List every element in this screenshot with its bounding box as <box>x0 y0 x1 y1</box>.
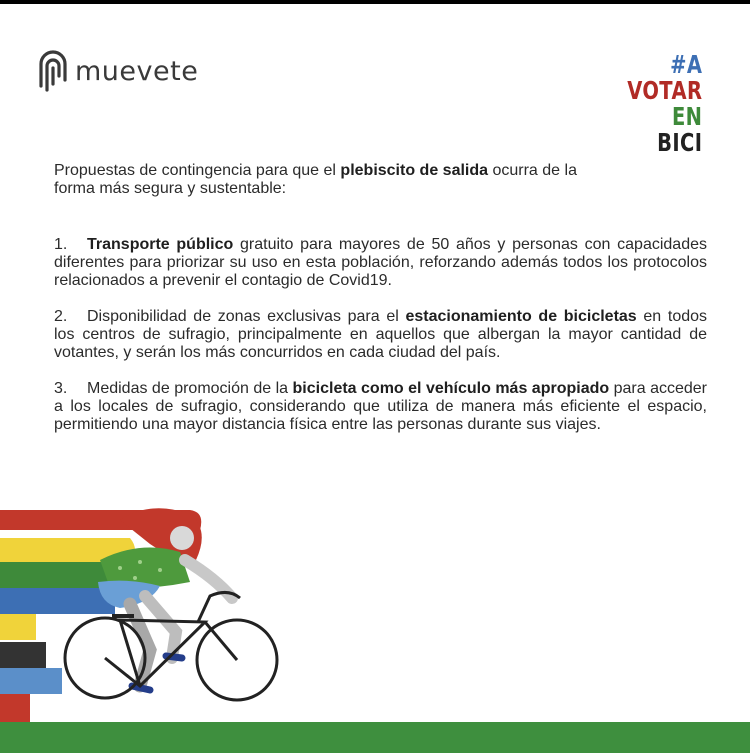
list-item: 2. Disponibilidad de zonas exclusivas para el estacionamiento de bicicletas en todos los centros de sufragio, principalmente en aquellos que albergan la mayor cantidad de votantes, y serán los más concurridos en cada ciudad del país. <box>54 308 708 361</box>
hashtag-line-2: VOTAR <box>626 76 702 105</box>
proposal-list <box>54 236 707 452</box>
hashtag-votar-en-bici <box>627 52 702 156</box>
hashtag-line-3: EN <box>671 102 702 131</box>
brand-logo <box>37 48 198 94</box>
list-item: 3. Medidas de promoción de la bicicleta como el vehículo más apropiado para acceder a los locales de sufragio, considerando que utiliza de manera más eficiente el espacio, permitiendo una mayor distancia física entre las personas durante sus viajes. <box>54 380 708 433</box>
hashtag-line-4: BICI <box>656 128 702 157</box>
item-highlight: bicicleta como el vehículo más apropiado <box>292 380 610 397</box>
item-number: 2. <box>54 308 68 325</box>
muevete-mark-icon <box>37 48 69 94</box>
item-highlight: estacionamiento de bicicletas <box>405 308 637 325</box>
top-border <box>0 0 750 4</box>
cyclist-illustration <box>0 500 300 725</box>
ground-strip <box>0 722 750 753</box>
item-number: 3. <box>54 380 68 397</box>
brand-name: muevete <box>75 55 199 87</box>
item-highlight: Transporte público <box>87 236 234 253</box>
hashtag-line-1: #A <box>669 50 702 79</box>
list-item: 1. Transporte público gratuito para mayores de 50 años y personas con capacidades diferentes para priorizar su uso en esta población, reforzando además todos los protocolos relacionados a prevenir el contagio de Covid19. <box>54 236 707 289</box>
intro-highlight: plebiscito de salida <box>340 162 489 179</box>
item-number: 1. <box>54 236 68 253</box>
intro-paragraph: Propuestas de contingencia para que el plebiscito de salida ocurra de la forma más segura y sustentable: <box>54 162 577 197</box>
